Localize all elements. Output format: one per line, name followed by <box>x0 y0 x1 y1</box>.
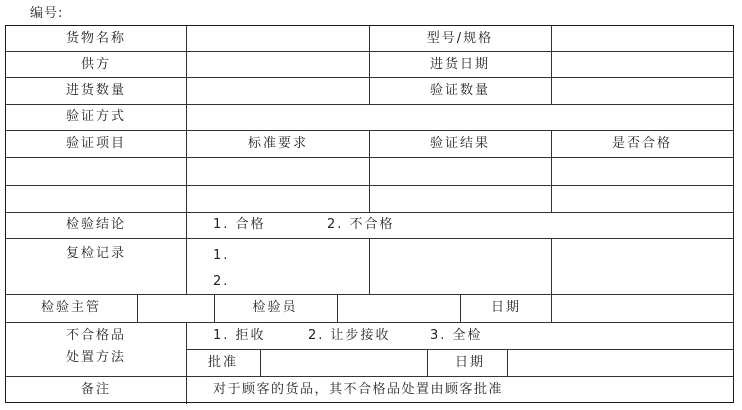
recheck-line-2: 2. <box>213 274 230 289</box>
model-spec-label: 型号/规格 <box>426 31 494 46</box>
recheck-record-label: 复检记录 <box>65 246 127 261</box>
row-divider <box>6 104 733 105</box>
column-divider <box>551 26 552 104</box>
inspection-conclusion-label: 检验结论 <box>65 217 127 232</box>
column-divider <box>186 26 187 294</box>
column-divider <box>214 294 215 322</box>
column-divider <box>551 294 552 322</box>
column-divider <box>186 322 187 404</box>
row-divider <box>6 376 733 377</box>
disposal-method-label: 处置方法 <box>65 350 127 365</box>
inspector-label: 检验员 <box>252 300 298 315</box>
verify-item-header: 验证项目 <box>65 136 127 151</box>
column-divider <box>507 349 508 376</box>
standard-header: 标准要求 <box>247 136 309 151</box>
purchase-qty-label: 进货数量 <box>65 83 127 98</box>
remarks-text: 对于顾客的货品，其不合格品处置由顾客批准 <box>213 382 504 397</box>
verify-method-label: 验证方式 <box>65 109 127 124</box>
column-divider <box>369 130 370 212</box>
column-divider <box>551 130 552 212</box>
disposal-option-concession: 2. 让步接收 <box>308 328 391 343</box>
nonconforming-label: 不合格品 <box>65 328 127 343</box>
remarks-label: 备注 <box>80 382 112 397</box>
approve-label: 批准 <box>208 355 239 370</box>
verify-result-header: 验证结果 <box>429 136 491 151</box>
column-divider <box>427 349 428 376</box>
column-divider <box>369 26 370 104</box>
disposal-option-full-inspection: 3. 全检 <box>430 328 483 343</box>
row-divider <box>6 322 733 323</box>
form-number-label: 编号: <box>30 6 64 21</box>
goods-name-label: 货物名称 <box>65 31 127 46</box>
row-divider <box>6 212 733 213</box>
date-label: 日期 <box>490 300 522 315</box>
column-divider <box>369 238 370 294</box>
column-divider <box>460 294 461 322</box>
column-divider <box>337 294 338 322</box>
conclusion-option-fail: 2. 不合格 <box>327 217 395 232</box>
recheck-line-1: 1. <box>213 248 230 263</box>
inspection-supervisor-label: 检验主管 <box>40 300 102 315</box>
conclusion-option-pass: 1. 合格 <box>213 217 266 232</box>
purchase-date-label: 进货日期 <box>429 57 491 72</box>
inspection-form-table <box>5 25 734 403</box>
row-divider <box>186 349 733 350</box>
pass-header: 是否合格 <box>611 136 673 151</box>
verify-qty-label: 验证数量 <box>429 83 491 98</box>
row-divider <box>6 294 733 295</box>
approve-date-label: 日期 <box>455 355 486 370</box>
supplier-label: 供方 <box>80 57 112 72</box>
column-divider <box>551 238 552 294</box>
disposal-option-reject: 1. 拒收 <box>213 328 266 343</box>
column-divider <box>137 294 138 322</box>
column-divider <box>260 349 261 376</box>
